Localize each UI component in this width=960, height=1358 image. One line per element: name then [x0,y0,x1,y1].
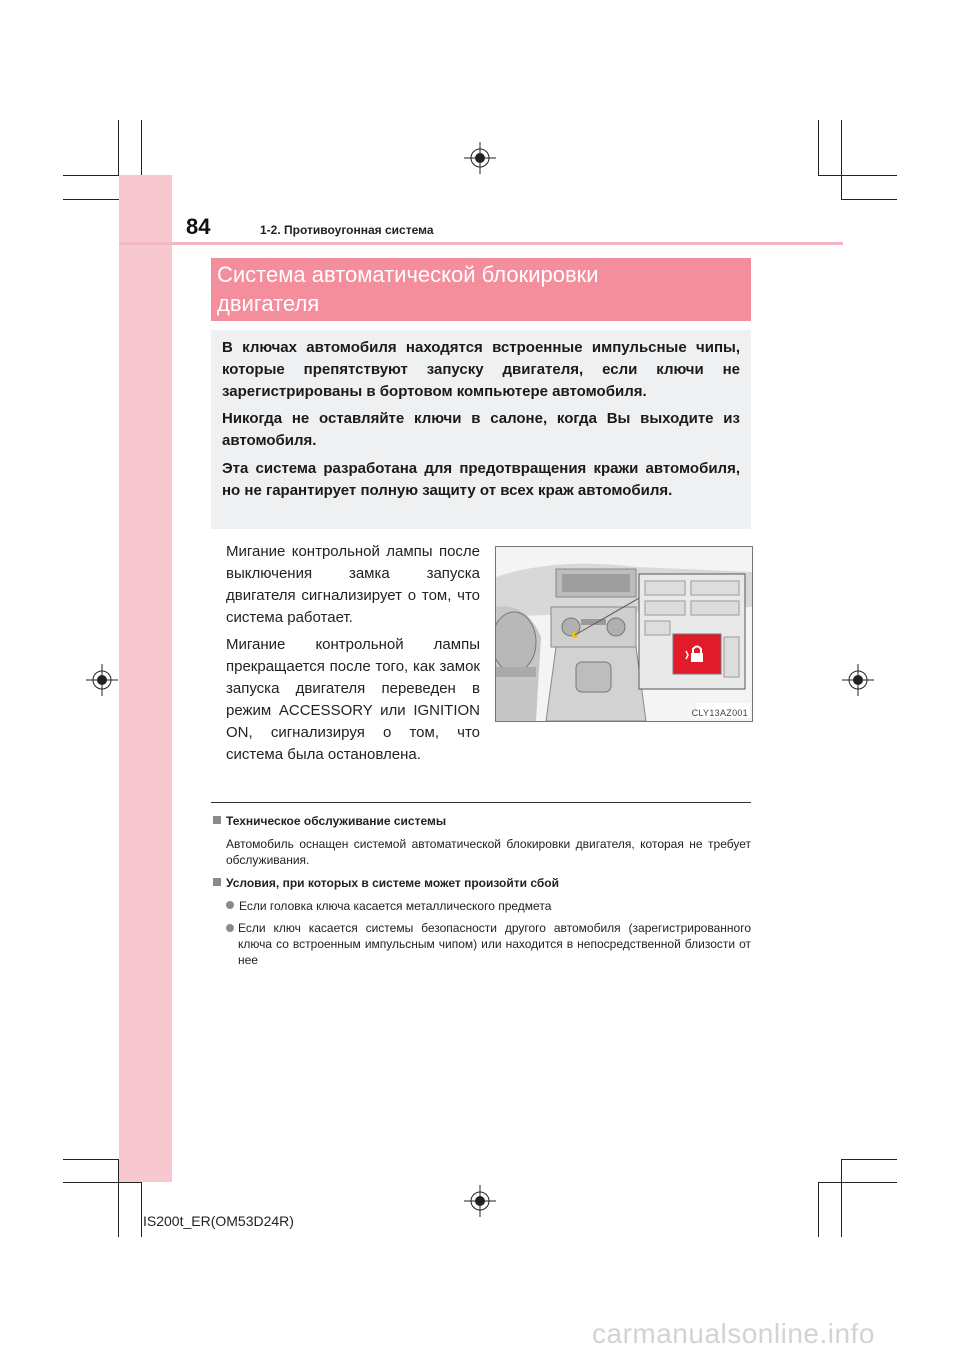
section-title: 1-2. Противоугонная система [260,223,434,237]
crop-mark [818,1182,897,1183]
maintenance-heading [213,814,446,828]
crop-mark [841,1159,842,1237]
bullet-item-1-text: Если головка ключа касается металлического предмета [239,899,552,913]
bullet-item-2 [226,920,751,968]
body-paragraph-2: Мигание контрольной лампы прекращается после того, как замок запуска двигателя переведен в режим ACCESSORY или IGNITION ON, сигнализируя о том, что система была остановлена. [226,636,480,763]
page-title-box [211,258,751,321]
crop-mark [63,1182,142,1183]
registration-target-icon [464,1185,496,1217]
intro-paragraph-2: Никогда не оставляйте ключи в салоне, когда Вы выходите из автомобиля. [222,410,740,449]
dashboard-illustration [495,546,753,722]
registration-target-icon [86,664,118,696]
conditions-heading-text: Условия, при которых в системе может произойти сбой [226,876,559,890]
crop-mark [63,1159,119,1160]
watermark: carmanualsonline.info [592,1318,875,1349]
maintenance-text: Автомобиль оснащен системой автоматической блокировки двигателя, которая не требует обслуживания. [226,837,751,867]
bullet-item-2-text: Если ключ касается системы безопасности другого автомобиля (зарегистрированного ключа со встроенным импульсным чипом) или находится в непосредственной близости от нее [238,921,751,967]
page-title [217,260,737,318]
crop-mark [818,120,819,176]
body-paragraph-1: Мигание контрольной лампы после выключения замка запуска двигателя сигнализирует о том, что система работает. [226,543,480,626]
intro-paragraph-1: В ключах автомобиля находятся встроенные импульсные чипы, которые препятствуют запуску двигателя, если ключи не зарегистрированы в бортовом компьютере автомобиля. [222,339,740,400]
maintenance-heading-text: Техническое обслуживание системы [226,814,447,828]
crop-mark [818,175,897,176]
crop-mark [141,1182,142,1237]
dashboard-drawing [496,547,752,721]
page-title-line1: Система автоматической блокировки [217,262,599,287]
side-tab [119,175,172,1182]
figure-code: CLY13AZ001 [691,708,748,718]
square-bullet-icon [213,878,221,886]
square-bullet-icon [213,816,221,824]
page-title-line2: двигателя [217,291,320,316]
crop-mark [118,120,119,176]
registration-target-icon [842,664,874,696]
crop-mark [841,120,842,200]
bullet-item-1 [226,898,551,914]
conditions-heading [213,876,559,890]
circle-bullet-icon [226,901,234,909]
intro-paragraph-3: Эта система разработана для предотвращения кражи автомобиля, но не гарантирует полную защиту от всех краж автомобиля. [222,460,740,499]
header-rule [119,242,843,245]
intro-box [211,330,751,529]
document-code: IS200t_ER(OM53D24R) [143,1213,294,1229]
crop-mark [841,1159,897,1160]
crop-mark [841,199,897,200]
registration-target-icon [464,142,496,174]
crop-mark [818,1182,819,1237]
crop-mark [63,175,119,176]
notes-separator [211,802,751,803]
page-number: 84 [186,214,211,239]
circle-bullet-icon [226,924,234,932]
